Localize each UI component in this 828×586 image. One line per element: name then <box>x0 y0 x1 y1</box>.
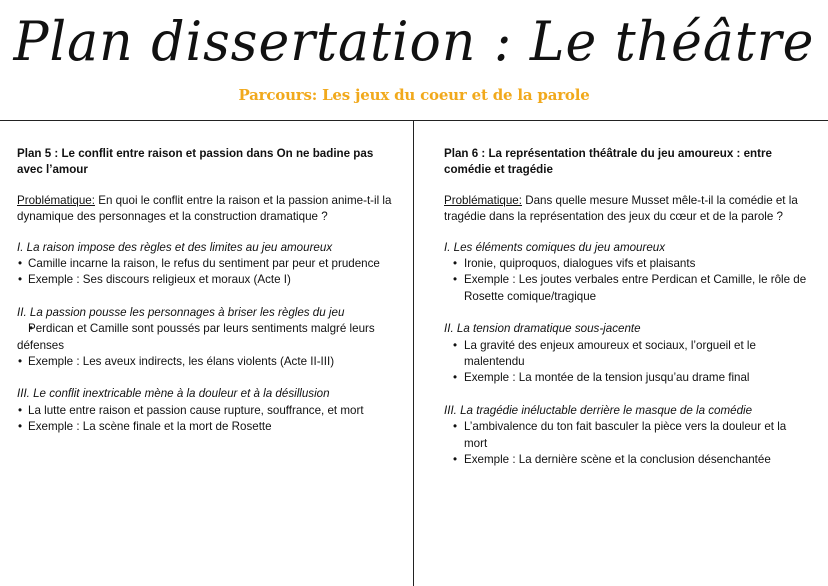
header-divider <box>0 120 828 121</box>
bullet-item: • La lutte entre raison et passion cause rupture, souffrance, et mort <box>17 403 402 419</box>
bullet-item: • La gravité des enjeux amoureux et sociaux, l’orgueil et le malentendu <box>444 338 812 371</box>
bullet-list <box>444 256 812 305</box>
section-title: III. Le conflit inextricable mène à la douleur et à la désillusion <box>17 387 330 401</box>
bullet-item: • L’ambivalence du ton fait basculer la pièce vers la douleur et la mort <box>444 419 812 452</box>
problematique-text: Dans quelle mesure Musset mêle-t-il la comédie et la tragédie dans la représentation des jeux du cœur et de la parole ? <box>444 193 798 224</box>
bullet-list <box>17 256 402 289</box>
plan-6-column <box>444 146 812 485</box>
section-title: I. La raison impose des règles et des limites au jeu amoureux <box>17 240 333 254</box>
page-title: Plan dissertation : Le théâtre <box>13 10 815 74</box>
plan-5-problematique <box>17 193 402 226</box>
bullet-item: • Ironie, quiproquos, dialogues vifs et plaisants <box>444 256 812 272</box>
page-subtitle: Parcours: Les jeux du coeur et de la parole <box>238 86 590 104</box>
plan-6-section-2 <box>444 321 812 387</box>
problematique-label: Problématique: <box>17 193 95 207</box>
bullet-item: • Camille incarne la raison, le refus du sentiment par peur et prudence <box>17 256 402 272</box>
plan-5-title: Plan 5 : Le conflit entre raison et passion dans On ne badine pas avec l’amour <box>17 147 374 177</box>
section-title: II. La passion pousse les personnages à briser les règles du jeu <box>17 305 345 319</box>
plan-5-section-2 <box>17 305 402 371</box>
bullet-item: • Exemple : La scène finale et la mort de Rosette <box>17 419 402 435</box>
plan-6-problematique <box>444 193 812 226</box>
header <box>0 0 828 120</box>
bullet-item: • Perdican et Camille sont poussés par leurs sentiments malgré leurs défenses <box>17 321 402 354</box>
plan-5-column <box>17 146 402 452</box>
plan-6-section-1 <box>444 240 812 306</box>
plan-5-section-1 <box>17 240 402 289</box>
section-title: III. La tragédie inéluctable derrière le masque de la comédie <box>444 403 753 417</box>
bullet-item: • Exemple : Les joutes verbales entre Perdican et Camille, le rôle de Rosette comique/tragique <box>444 272 812 305</box>
bullet-list <box>444 338 812 387</box>
plan-6-title: Plan 6 : La représentation théâtrale du jeu amoureux : entre comédie et tragédie <box>444 147 772 177</box>
bullet-list <box>17 403 402 436</box>
column-divider <box>413 120 414 586</box>
bullet-item: • Exemple : La dernière scène et la conclusion désenchantée <box>444 452 812 468</box>
bullet-list <box>444 419 812 468</box>
plan-6-section-3 <box>444 403 812 469</box>
bullet-list <box>17 321 402 370</box>
problematique-text: En quoi le conflit entre la raison et la passion anime-t-il la dynamique des personnages et la construction dramatique ? <box>17 193 392 224</box>
bullet-item: • Exemple : La montée de la tension jusqu’au drame final <box>444 370 812 386</box>
section-title: II. La tension dramatique sous-jacente <box>444 322 641 336</box>
section-title: I. Les éléments comiques du jeu amoureux <box>444 240 666 254</box>
problematique-label: Problématique: <box>444 193 522 207</box>
bullet-item: • Exemple : Les aveux indirects, les élans violents (Acte II-III) <box>17 354 402 370</box>
plan-5-section-3 <box>17 386 402 435</box>
bullet-item: • Exemple : Ses discours religieux et moraux (Acte I) <box>17 272 402 288</box>
